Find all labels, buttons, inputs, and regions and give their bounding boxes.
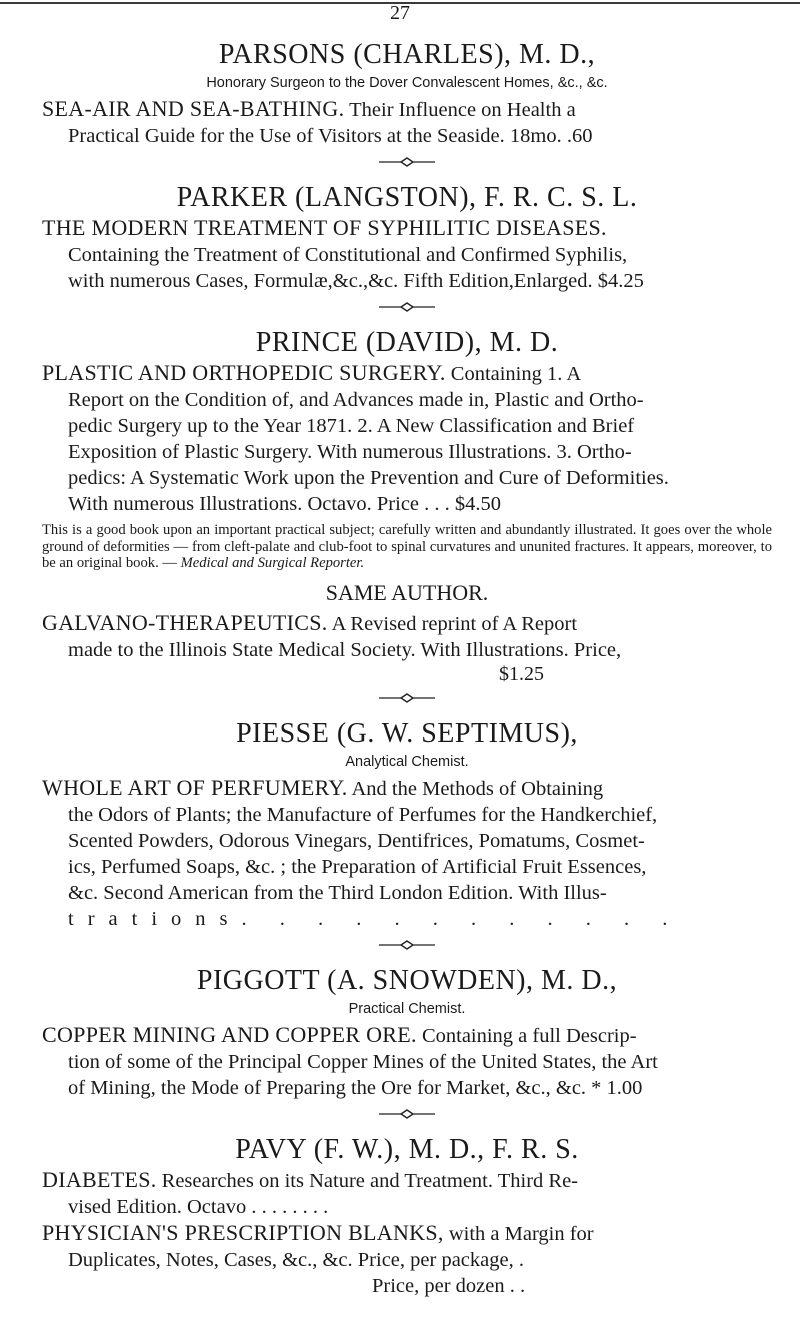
book-entry (42, 215, 772, 294)
book-description-line: tion of some of the Principal Copper Mines of the United States, the Art (68, 1050, 658, 1073)
book-description: Containing 1. A (450, 363, 582, 385)
book-price: $1.25 (499, 662, 544, 685)
ornament-divider (377, 691, 437, 705)
book-title: GALVANO-THERAPEUTICS. (42, 609, 328, 635)
book-entry (42, 1220, 772, 1299)
book-title: PHYSICIAN'S PRESCRIPTION BLANKS, (42, 1219, 444, 1245)
book-description-line: made to the Illinois State Medical Society. With Illustrations. Price, (68, 638, 622, 661)
book-description-line: vised Edition. Octavo . . . . . . . . (68, 1195, 329, 1218)
author-affiliation: Honorary Surgeon to the Dover Convalescent Homes, &c., &c. (206, 75, 608, 91)
book-description-line: Price, per dozen . . (372, 1274, 526, 1297)
book-description-line: of Mining, the Mode of Preparing the Ore for Market, &c., &c. * 1.00 (68, 1076, 643, 1099)
book-title: SEA-AIR AND SEA-BATHING. (42, 96, 345, 121)
author-heading: PAVY (F. W.), M. D., F. R. S. (235, 1133, 579, 1165)
book-description-line: the Odors of Plants; the Manufacture of Perfumes for the Handkerchief, (68, 803, 658, 826)
author-heading: PRINCE (DAVID), M. D. (255, 327, 559, 358)
author-heading: PARKER (LANGSTON), F. R. C. S. L. (176, 182, 638, 213)
book-title: THE MODERN TREATMENT OF SYPHILITIC DISEASES. (42, 215, 607, 240)
book-description-line: Practical Guide for the Use of Visitors at the Seaside. 18mo. .60 (68, 125, 593, 147)
book-description-line: Scented Powders, Odorous Vinegars, Dentifrices, Pomatums, Cosmet- (68, 829, 645, 852)
author-affiliation: Practical Chemist. (348, 1000, 466, 1017)
book-entry (42, 1022, 772, 1101)
author-heading: PARSONS (CHARLES), M. D., (218, 39, 596, 70)
book-description-line: pedics: A Systematic Work upon the Prevention and Cure of Deformities. (68, 467, 669, 489)
book-entry (42, 775, 772, 932)
book-description: Containing a full Descrip- (421, 1024, 637, 1047)
author-heading: PIGGOTT (A. SNOWDEN), M. D., (196, 964, 618, 996)
book-description-line: With numerous Illustrations. Octavo. Price . . . $4.50 (68, 493, 502, 515)
book-description-line: pedic Surgery up to the Year 1871. 2. A New Classification and Brief (68, 415, 635, 437)
book-entry (42, 360, 772, 517)
book-description: Their Influence on Health a (349, 99, 576, 121)
book-description-line: &c. Second American from the Third London Edition. With Illus- (68, 881, 607, 904)
same-author-heading: SAME AUTHOR. (325, 579, 489, 605)
ornament-divider (377, 300, 437, 314)
book-description-line: Report on the Condition of, and Advances made in, Plastic and Ortho- (68, 389, 644, 411)
book-description: And the Methods of Obtaining (351, 777, 604, 800)
book-description-line: Duplicates, Notes, Cases, &c., &c. Price, per package, . (68, 1248, 524, 1271)
review-source: Medical and Surgical Reporter. (180, 555, 365, 571)
book-description-line: with numerous Cases, Formulæ,&c.,&c. Fifth Edition,Enlarged. $4.25 (68, 270, 644, 292)
book-description: with a Margin for (448, 1222, 594, 1245)
book-description-line: trations. . . . . . . . . . . . (68, 907, 682, 930)
ornament-divider (377, 938, 437, 952)
book-description-line: Containing the Treatment of Constitutional and Confirmed Syphilis, (68, 244, 628, 266)
book-description-line: ics, Perfumed Soaps, &c. ; the Preparation of Artificial Fruit Essences, (68, 855, 647, 878)
review-text: This is a good book upon an important practical subject; carefully written and abundantly illustrated. It goes over the whole ground of deformities — from cleft-palate and club-foot to spinal curvatures and ununited fractures. It appears, moreover, to be an original book. — (42, 522, 772, 571)
catalog-content (42, 38, 772, 1299)
book-title: COPPER MINING AND COPPER ORE. (42, 1021, 417, 1047)
ornament-divider (377, 1107, 437, 1121)
page-number: 27 (390, 2, 410, 24)
book-description-line: Exposition of Plastic Surgery. With numerous Illustrations. 3. Ortho- (68, 441, 632, 463)
book-title: WHOLE ART OF PERFUMERY. (42, 774, 348, 800)
book-description: A Revised reprint of A Report (331, 612, 578, 635)
review-quote (42, 522, 772, 572)
book-title: DIABETES. (42, 1166, 157, 1192)
book-title: PLASTIC AND ORTHOPEDIC SURGERY. (42, 360, 446, 385)
ornament-divider (377, 155, 437, 169)
book-entry (42, 1167, 772, 1220)
book-description: Researches on its Nature and Treatment. Third Re- (161, 1169, 579, 1192)
book-entry (42, 96, 772, 149)
author-affiliation: Analytical Chemist. (345, 753, 469, 770)
book-entry (42, 610, 772, 663)
author-heading: PIESSE (G. W. SEPTIMUS), (236, 717, 578, 749)
